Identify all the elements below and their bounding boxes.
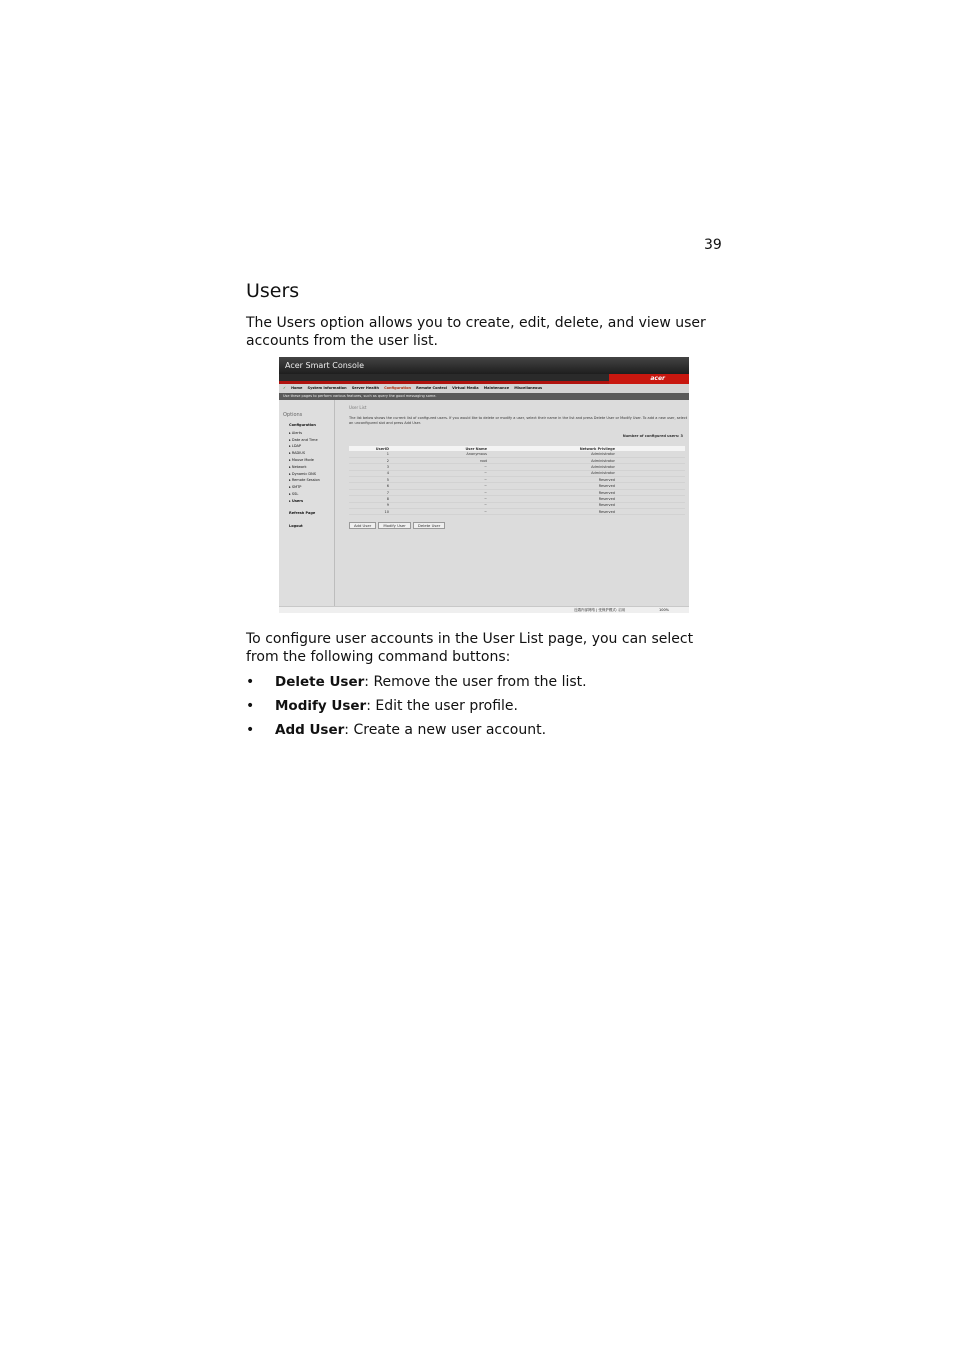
sidebar-logout[interactable]: Logout (289, 524, 303, 528)
sidebar-item-remote-session[interactable]: ▸ Remote Session (289, 478, 320, 483)
status-zone: 近端内部网络 | 受保护模式: 启用 (574, 608, 626, 612)
sidebar (279, 400, 335, 606)
col-userid[interactable]: UserID (349, 446, 391, 451)
user-list-title: User List (349, 405, 367, 410)
cell-privilege: Administrator (489, 457, 615, 463)
sidebar-item-smtp[interactable]: ▸ SMTP (289, 485, 302, 490)
add-user-button[interactable]: Add User (349, 522, 376, 529)
sidebar-item-radius[interactable]: ▸ RADIUS (289, 451, 306, 456)
window-title: Acer Smart Console (279, 357, 689, 374)
sidebar-item-ldap[interactable]: ▸ LDAP (289, 444, 301, 449)
cell-userid: 5 (349, 477, 391, 483)
table-row[interactable] (349, 509, 685, 515)
sidebar-item-dynamic-dns[interactable]: ▸ Dynamic DNS (289, 471, 316, 476)
user-list-description: The list below shows the current list of configured users. If you would like to delete or modify a user, select their name in the list and press Delete User or Modify User. To add a new user, select an unconfigured slot and press Add User. (349, 416, 688, 425)
sidebar-item-users[interactable]: ▸ Users (289, 498, 304, 503)
nav-miscellaneous[interactable]: Miscellaneous (514, 386, 543, 390)
cell-username: root (391, 457, 489, 463)
main-panel (341, 400, 687, 606)
command-desc: : Edit the user profile. (366, 698, 518, 714)
cell-userid: 3 (349, 464, 391, 470)
cell-username: ~ (391, 470, 489, 476)
cell-privilege: Reserved (489, 483, 615, 489)
col-username[interactable]: User Name (391, 446, 489, 451)
command-list (246, 673, 726, 745)
cell-username: ~ (391, 464, 489, 470)
cell-username: ~ (391, 483, 489, 489)
nav-remote-control[interactable]: Remote Control (416, 386, 447, 390)
home-icon: ✓ (283, 386, 286, 390)
command-term: Add User (275, 722, 345, 738)
cell-username: ~ (391, 502, 489, 508)
cell-username: ~ (391, 509, 489, 515)
list-item (246, 721, 726, 745)
sidebar-refresh-page[interactable]: Refresh Page (289, 511, 316, 515)
browser-status-bar (279, 606, 689, 613)
top-nav (279, 384, 689, 393)
modify-user-button[interactable]: Modify User (378, 522, 410, 529)
cell-userid: 6 (349, 483, 391, 489)
user-table (349, 446, 685, 515)
configured-users-count: Number of configured users: 3 (622, 434, 683, 438)
intro-paragraph: The Users option allows you to create, edit, delete, and view user accounts from the user list. (246, 315, 706, 349)
command-buttons (349, 522, 446, 529)
list-item (246, 673, 726, 697)
cell-userid: 10 (349, 509, 391, 515)
section-heading: Users (246, 280, 300, 302)
sidebar-item-mouse-mode[interactable]: ▸ Mouse Mode (289, 457, 314, 462)
cell-privilege: Reserved (489, 496, 615, 502)
command-term: Modify User (275, 698, 367, 714)
cell-filler (615, 509, 685, 515)
cell-privilege: Reserved (489, 477, 615, 483)
user-list-screenshot (279, 357, 689, 613)
nav-server-health[interactable]: Server Health (351, 386, 379, 390)
cell-privilege: Reserved (489, 509, 615, 515)
sidebar-list (289, 422, 320, 505)
cell-userid: 1 (349, 451, 391, 457)
cell-privilege: Administrator (489, 464, 615, 470)
sidebar-item-ssl[interactable]: ▸ SSL (289, 491, 299, 496)
cell-username: Anonymous (391, 451, 489, 457)
nav-virtual-media[interactable]: Virtual Media (452, 386, 479, 390)
info-bar: Use these pages to perform various features, such as query the good messaging some. (279, 393, 689, 400)
command-term: Delete User (275, 674, 365, 690)
followup-paragraph: To configure user accounts in the User List page, you can select from the following command buttons: (246, 631, 694, 665)
sidebar-section: Configuration (289, 423, 316, 427)
nav-home[interactable]: Home (291, 386, 303, 390)
nav-system-information[interactable]: System Information (307, 386, 347, 390)
list-item (246, 697, 726, 721)
cell-privilege: Administrator (489, 470, 615, 476)
cell-privilege: Administrator (489, 451, 615, 457)
cell-userid: 7 (349, 489, 391, 495)
sidebar-item-network[interactable]: ▸ Network (289, 464, 307, 469)
sidebar-item-alerts[interactable]: ▸ Alerts (289, 430, 303, 435)
cell-privilege: Reserved (489, 502, 615, 508)
cell-userid: 9 (349, 502, 391, 508)
bullet: • (246, 674, 255, 690)
cell-privilege: Reserved (489, 489, 615, 495)
nav-maintenance[interactable]: Maintenance (483, 386, 510, 390)
col-privilege[interactable]: Network Privilege (489, 446, 615, 451)
bullet: • (246, 698, 255, 714)
sidebar-title: Options (283, 412, 303, 418)
cell-username: ~ (391, 496, 489, 502)
command-desc: : Create a new user account. (344, 722, 547, 738)
nav-configuration[interactable]: Configuration (384, 386, 411, 390)
bullet: • (246, 722, 255, 738)
delete-user-button[interactable]: Delete User (413, 522, 445, 529)
command-desc: : Remove the user from the list. (364, 674, 587, 690)
cell-userid: 2 (349, 457, 391, 463)
page-number: 39 (704, 237, 722, 253)
cell-userid: 4 (349, 470, 391, 476)
cell-userid: 8 (349, 496, 391, 502)
zoom-level[interactable]: 100% (659, 608, 670, 612)
cell-username: ~ (391, 489, 489, 495)
sidebar-item-date-time[interactable]: ▸ Date and Time (289, 437, 318, 442)
acer-logo: acer (609, 374, 689, 384)
cell-username: ~ (391, 477, 489, 483)
